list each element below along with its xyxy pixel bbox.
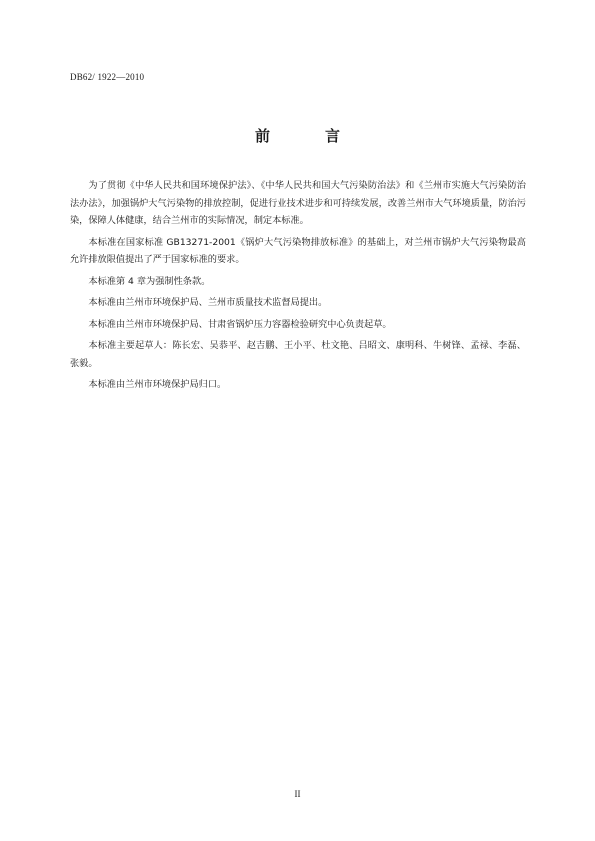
paragraph-purpose: 为了贯彻《中华人民共和国环境保护法》、《中华人民共和国大气污染防治法》和《兰州市实施大气污染防治法办法》，加强锅炉大气污染物的排放控制，促进行业技术进步和可持续发展，改善兰州市大气环境质量，防治污染，保障人体健康，结合兰州市的实际情况，制定本标准。 <box>70 180 526 226</box>
page-number: II <box>294 789 301 799</box>
document-code: DB62/ 1922—2010 <box>70 72 145 82</box>
paragraph-basis: 本标准在国家标准 GB13271-2001《锅炉大气污染物排放标准》的基础上，对兰州市锅炉大气污染物最高允许排放限值提出了严于国家标准的要求。 <box>70 236 526 265</box>
foreword-body <box>70 177 526 398</box>
page-title: 前 言 <box>254 127 360 145</box>
paragraph-mandatory-clause: 本标准第 4 章为强制性条款。 <box>88 275 211 287</box>
paragraph-proposed-by: 本标准由兰州市环境保护局、兰州市质量技术监督局提出。 <box>88 297 328 308</box>
paragraph-centralized-by: 本标准由兰州市环境保护局归口。 <box>88 379 227 390</box>
paragraph-drafted-by: 本标准由兰州市环境保护局、甘肃省锅炉压力容器检验研究中心负责起草。 <box>88 318 392 330</box>
paragraph-drafters: 本标准主要起草人：陈长宏、吴恭平、赵吉鹏、王小平、杜文艳、吕昭文、康明科、牛树锋、孟禄、李磊、张毅。 <box>70 340 526 369</box>
